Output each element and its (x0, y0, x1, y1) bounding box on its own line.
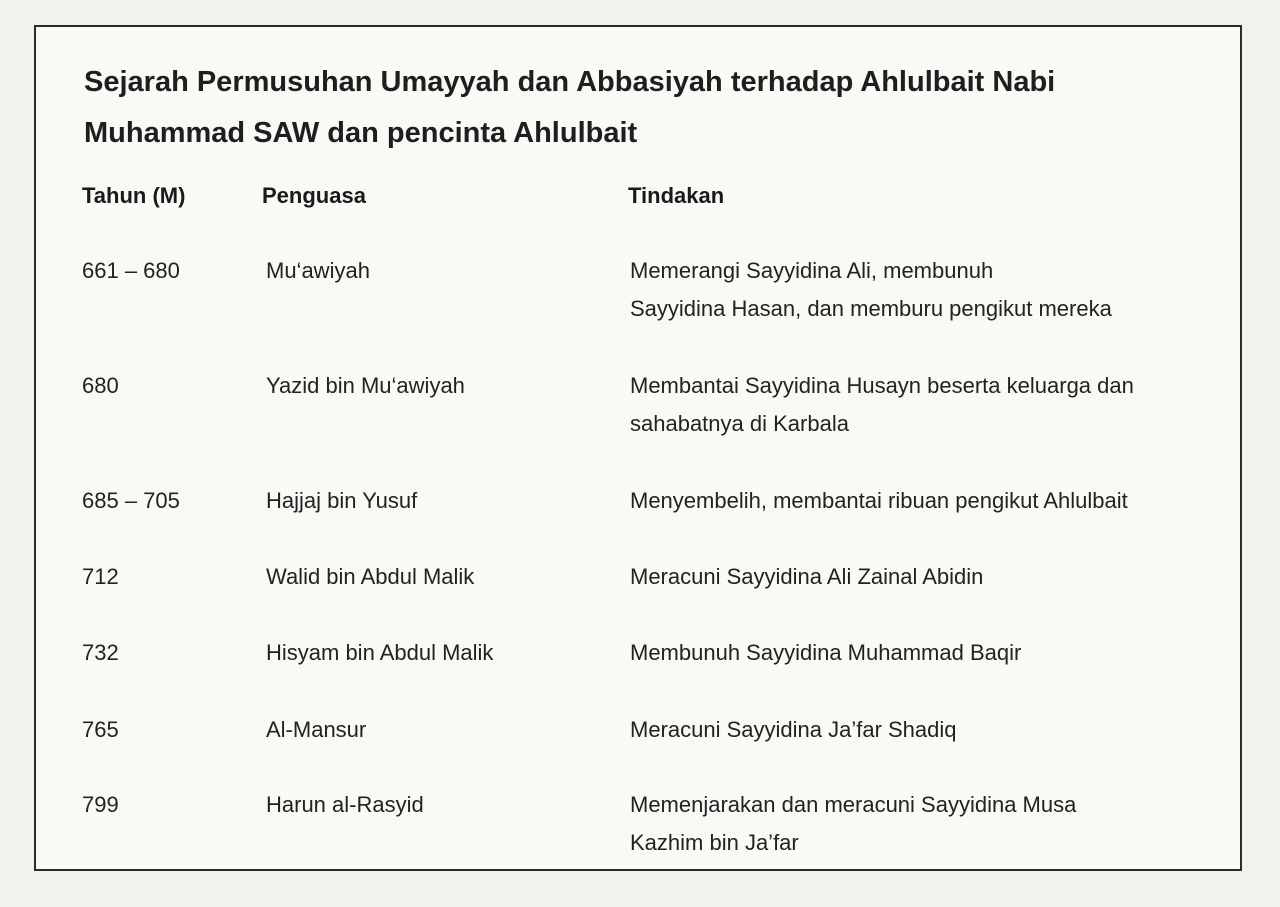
page-title (84, 57, 1184, 159)
ruler-cell: Hajjaj bin Yusuf (266, 488, 418, 513)
year-cell: 680 (82, 373, 119, 398)
ruler-cell: Al-Mansur (266, 717, 367, 742)
action-line: Meracuni Sayyidina Ali Zainal Abidin (630, 564, 984, 589)
year-cell: 712 (82, 564, 119, 589)
document-frame (34, 25, 1242, 871)
column-header-year: Tahun (M) (82, 183, 186, 208)
action-cell (630, 252, 1230, 328)
action-line: Sayyidina Hasan, dan memburu pengikut mereka (630, 296, 1112, 321)
title-line-2: Muhammad SAW dan pencinta Ahlulbait (84, 117, 638, 149)
action-line: Meracuni Sayyidina Ja’far Shadiq (630, 717, 957, 742)
title-line-1: Sejarah Permusuhan Umayyah dan Abbasiyah terhadap Ahlulbait Nabi (84, 66, 1056, 98)
action-cell (630, 786, 1230, 862)
action-line: Menyembelih, membantai ribuan pengikut Ahlulbait (630, 488, 1128, 513)
year-cell: 661 – 680 (82, 258, 180, 283)
action-line: sahabatnya di Karbala (630, 411, 849, 436)
ruler-cell: Hisyam bin Abdul Malik (266, 640, 494, 665)
action-line: Membantai Sayyidina Husayn beserta keluarga dan (630, 373, 1134, 398)
column-header-action: Tindakan (628, 183, 725, 208)
action-cell (630, 482, 1230, 520)
action-cell (630, 367, 1230, 443)
year-cell: 765 (82, 717, 119, 742)
action-line: Memerangi Sayyidina Ali, membunuh (630, 258, 994, 283)
action-line: Kazhim bin Ja’far (630, 830, 799, 855)
year-cell: 799 (82, 792, 119, 817)
year-cell: 732 (82, 640, 119, 665)
action-cell (630, 711, 1230, 749)
year-cell: 685 – 705 (82, 488, 180, 513)
action-line: Membunuh Sayyidina Muhammad Baqir (630, 640, 1022, 665)
action-cell (630, 558, 1230, 596)
ruler-cell: Yazid bin Mu‘awiyah (266, 373, 465, 398)
ruler-cell: Walid bin Abdul Malik (266, 564, 475, 589)
action-cell (630, 634, 1230, 672)
ruler-cell: Mu‘awiyah (266, 258, 370, 283)
ruler-cell: Harun al-Rasyid (266, 792, 424, 817)
action-line: Memenjarakan dan meracuni Sayyidina Musa (630, 792, 1077, 817)
column-header-ruler: Penguasa (262, 183, 366, 208)
